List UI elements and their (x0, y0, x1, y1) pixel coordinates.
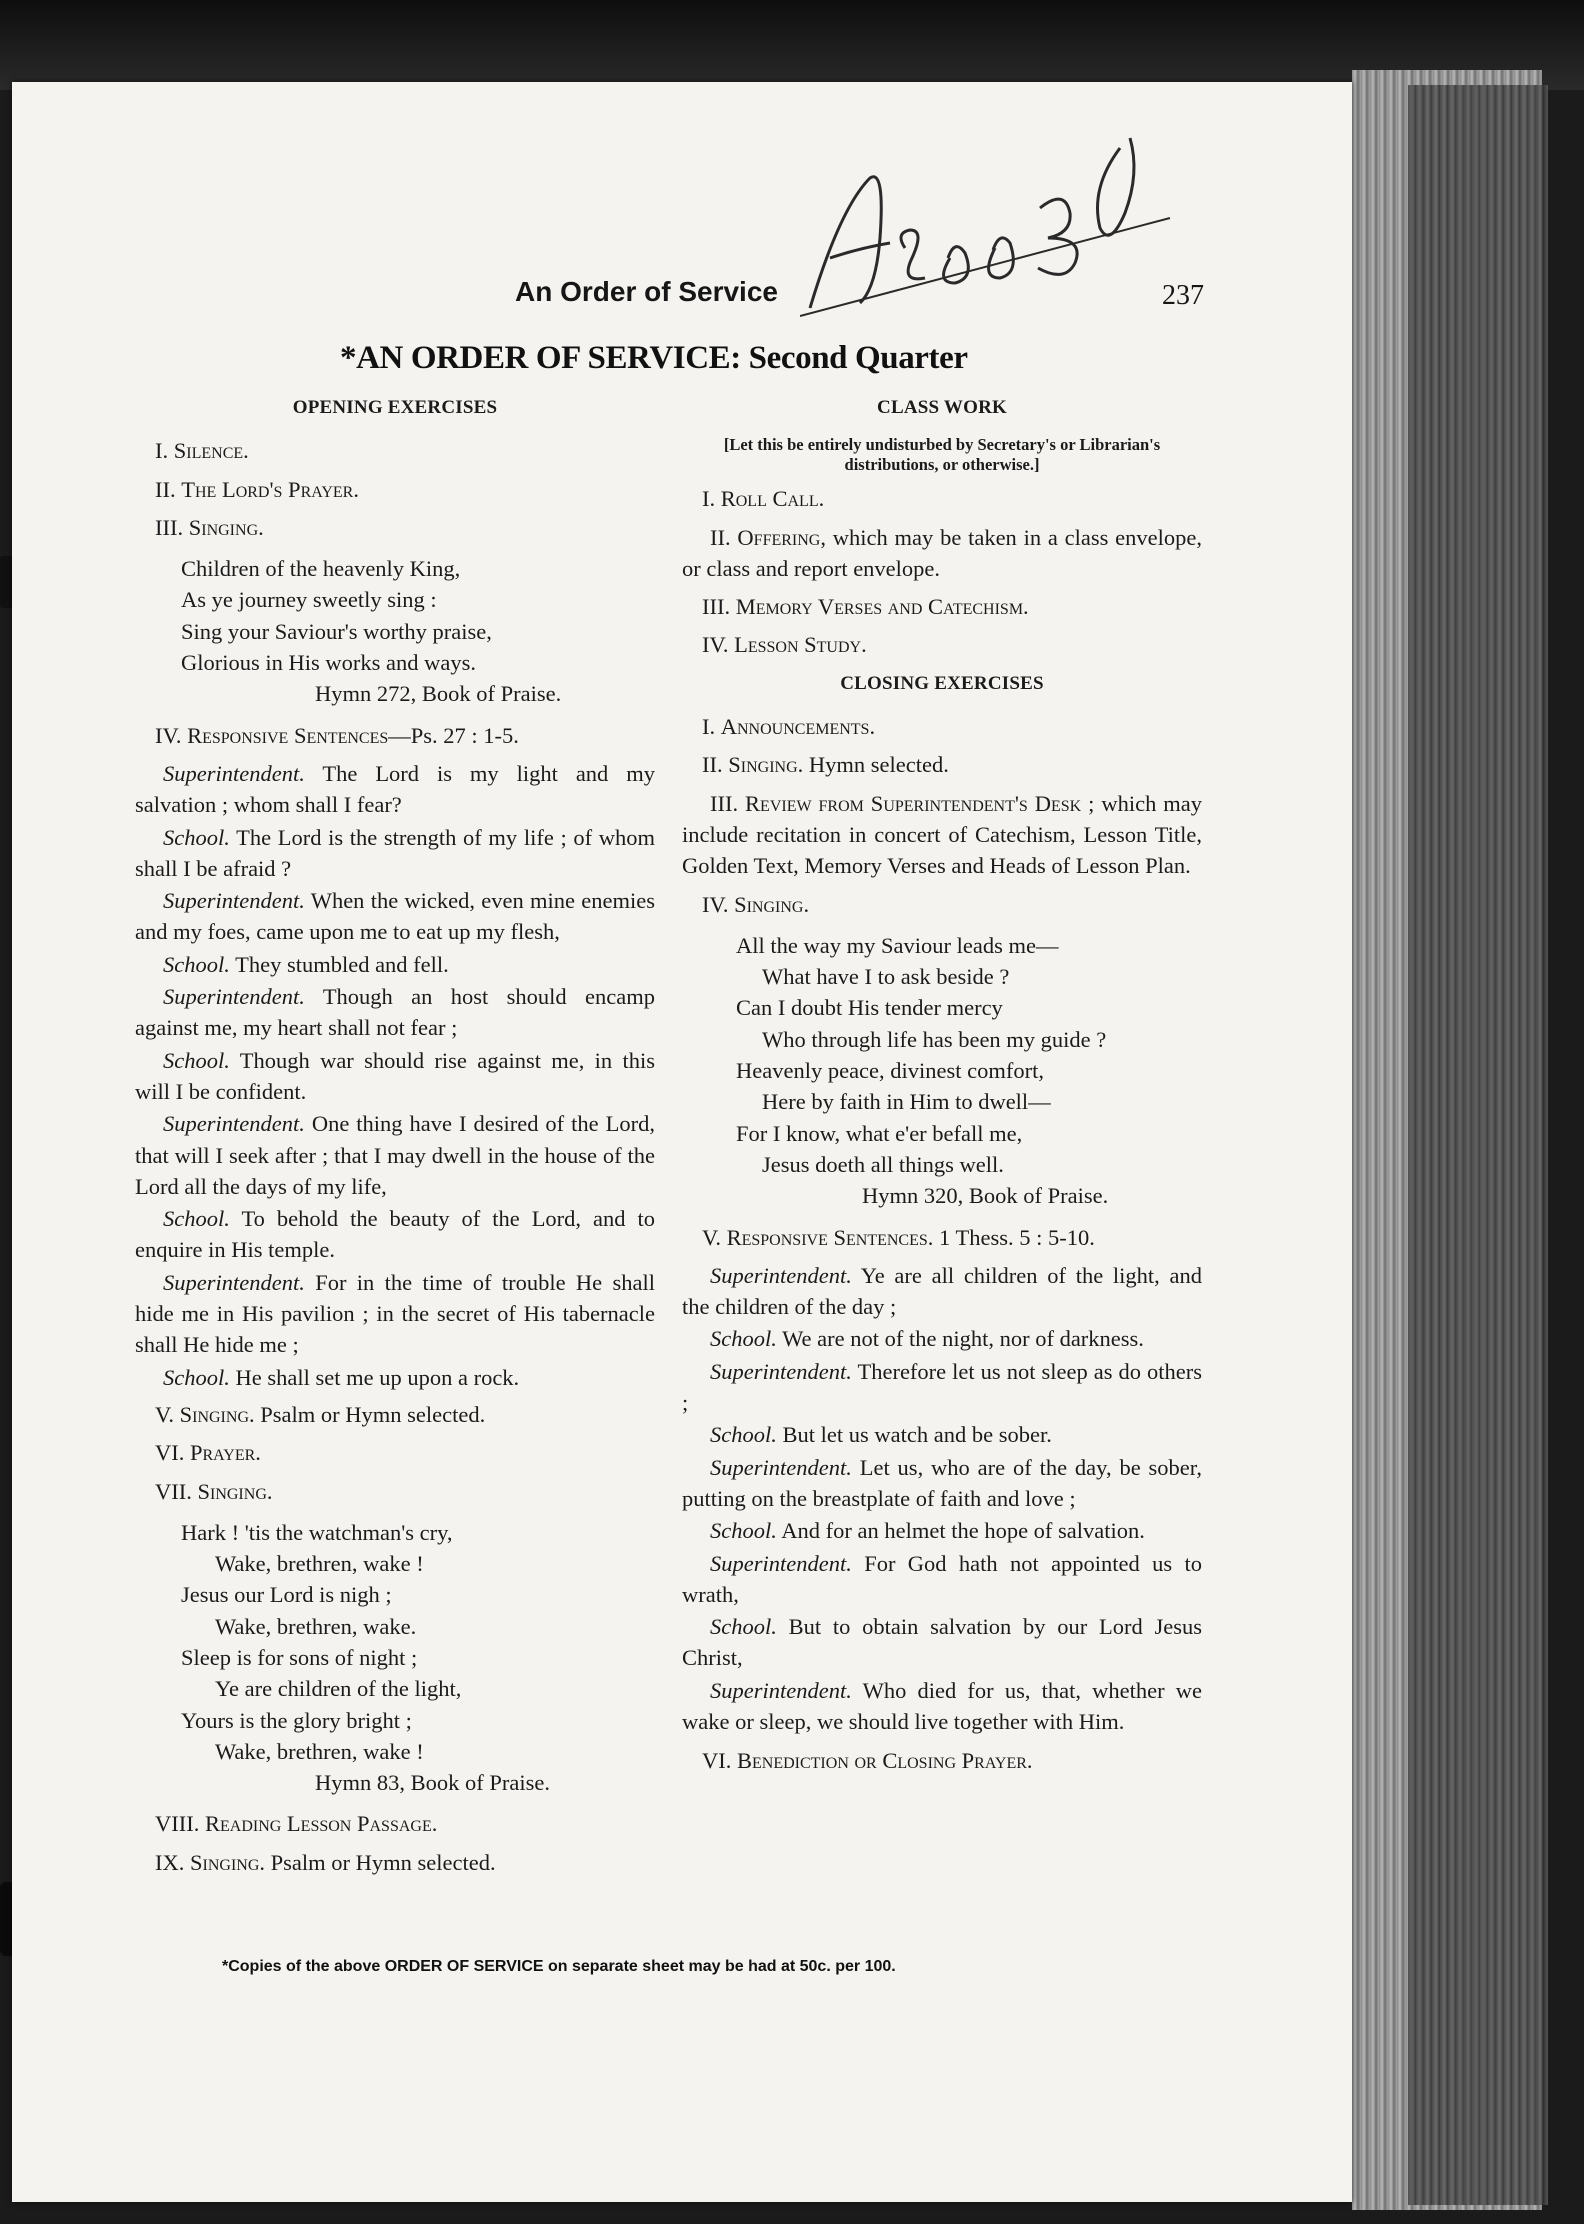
verse-line: Who through life has been my guide ? (762, 1026, 1107, 1052)
hymn-reference: Hymn 320, Book of Praise. (862, 1183, 1109, 1209)
responsive-sentence: School. To behold the beauty of the Lord, and to enquire in His temple. (135, 1206, 655, 1263)
verse-line: Jesus doeth all things well. (762, 1151, 1004, 1177)
responsive-sentence: School. But to obtain salvation by our Lord Jesus Christ, (682, 1614, 1202, 1671)
handwritten-annotation (800, 118, 1180, 318)
responsive-sentence: School. He shall set me up upon a rock. (163, 1364, 520, 1390)
verse-line: Sleep is for sons of night ; (181, 1644, 418, 1670)
section-heading: OPENING EXERCISES (292, 397, 498, 418)
list-item: VIII. Reading Lesson Passage. (155, 1811, 438, 1837)
responsive-sentence: Superintendent. Therefore let us not sleep as do others ; (682, 1358, 1202, 1416)
left-column (135, 388, 655, 1885)
responsive-sentence: Superintendent. For God hath not appointed us to wrath, (682, 1550, 1202, 1607)
verse-line: As ye journey sweetly sing : (181, 587, 437, 613)
page-title: *AN ORDER OF SERVICE: Second Quarter (340, 340, 968, 376)
verse-line: Wake, brethren, wake. (215, 1613, 417, 1639)
responsive-sentence: School. But let us watch and be sober. (710, 1422, 1052, 1448)
list-item: III. Review from Superintendent's Desk ; which may include recitation in concert of Catechism, Lesson Title, Golden Text, Memory Verses and Heads of Lesson Plan. (682, 790, 1202, 879)
responsive-sentence: Superintendent. The Lord is my light and my salvation ; whom shall I fear? (135, 760, 655, 818)
list-item: V. Singing. Psalm or Hymn selected. (155, 1401, 486, 1427)
verse-line: Children of the heavenly King, (181, 556, 461, 582)
section-heading: CLOSING EXERCISES (840, 672, 1044, 694)
responsive-sentence: School. We are not of the night, nor of darkness. (710, 1326, 1144, 1352)
verse-line: For I know, what e'er befall me, (736, 1120, 1023, 1146)
footer-note: *Copies of the above ORDER OF SERVICE on separate sheet may be had at 50c. per 100. (222, 1958, 896, 1975)
instruction-note: [Let this be entirely undisturbed by Secretary's or Librarian's distributions, or otherwise.] (723, 435, 1161, 475)
list-item: VI. Prayer. (155, 1440, 261, 1466)
verse-line: Hark ! 'tis the watchman's cry, (181, 1519, 453, 1545)
verse-line: Wake, brethren, wake ! (215, 1551, 424, 1577)
list-item: I. Roll Call. (702, 486, 825, 512)
right-column (682, 388, 1202, 1784)
list-item: II. Singing. Hymn selected. (702, 752, 949, 778)
verse-line: Can I doubt His tender mercy (736, 995, 1003, 1021)
book-cover-edge (1408, 85, 1548, 2205)
page-number: 237 (1162, 280, 1204, 311)
list-item: IV. Responsive Sentences—Ps. 27 : 1-5. (155, 722, 519, 748)
section-heading: CLASS WORK (877, 397, 1007, 418)
verse-line: Glorious in His works and ways. (181, 650, 476, 676)
responsive-sentence: Superintendent. One thing have I desired of the Lord, that will I seek after ; that I may dwell in the house of the Lord all the days of my life, (135, 1111, 655, 1199)
hymn-reference: Hymn 272, Book of Praise. (315, 681, 562, 707)
responsive-sentence: Superintendent. When the wicked, even mine enemies and my foes, came upon me to eat up my flesh, (135, 888, 655, 945)
list-item: IX. Singing. Psalm or Hymn selected. (155, 1849, 496, 1875)
list-item: I. Silence. (155, 438, 249, 464)
verse-line: Jesus our Lord is nigh ; (181, 1582, 392, 1608)
verse-line: All the way my Saviour leads me— (736, 932, 1059, 958)
verse-line: Ye are children of the light, (215, 1676, 462, 1702)
responsive-sentence: School. The Lord is the strength of my life ; of whom shall I be afraid ? (135, 824, 655, 881)
running-head: An Order of Service (515, 276, 778, 307)
list-item: V. Responsive Sentences. 1 Thess. 5 : 5-10. (702, 1224, 1095, 1250)
verse-line: Sing your Saviour's worthy praise, (181, 618, 492, 644)
list-item: II. The Lord's Prayer. (155, 476, 359, 502)
responsive-sentence: School. They stumbled and fell. (163, 951, 449, 977)
list-item: III. Memory Verses and Catechism. (702, 594, 1029, 620)
list-item: II. Offering, which may be taken in a class envelope, or class and report envelope. (682, 524, 1203, 581)
list-item: VII. Singing. (155, 1478, 273, 1504)
list-item: VI. Benediction or Closing Prayer. (702, 1748, 1033, 1774)
verse-line: Wake, brethren, wake ! (215, 1738, 424, 1764)
list-item: III. Singing. (155, 514, 264, 540)
responsive-sentence: Superintendent. Ye are all children of the light, and the children of the day ; (682, 1262, 1202, 1320)
list-item: I. Announcements. (702, 714, 876, 740)
hymn-verse (135, 553, 655, 709)
verse-line: Here by faith in Him to dwell— (762, 1089, 1051, 1115)
responsive-sentence: Superintendent. Who died for us, that, whether we wake or sleep, we should live together with Him. (682, 1677, 1202, 1734)
verse-line: Heavenly peace, divinest comfort, (736, 1058, 1045, 1084)
responsive-sentence: Superintendent. For in the time of trouble He shall hide me in His pavilion ; in the secret of His tabernacle shall He hide me ; (135, 1269, 655, 1358)
verse-line: What have I to ask beside ? (762, 964, 1010, 990)
list-item: IV. Singing. (702, 891, 810, 917)
responsive-sentence: School. And for an helmet the hope of salvation. (710, 1518, 1145, 1544)
scan-background (0, 0, 1584, 90)
hymn-reference: Hymn 83, Book of Praise. (315, 1770, 550, 1796)
responsive-sentence: Superintendent. Let us, who are of the day, be sober, putting on the breastplate of faith and love ; (682, 1454, 1202, 1511)
hymn-verse (682, 930, 1202, 1212)
responsive-sentence: Superintendent. Though an host should encamp against me, my heart shall not fear ; (135, 984, 655, 1041)
hymn-verse (135, 1517, 655, 1799)
verse-line: Yours is the glory bright ; (181, 1707, 412, 1733)
responsive-sentence: School. Though war should rise against me, in this will I be confident. (135, 1047, 655, 1104)
list-item: IV. Lesson Study. (702, 632, 867, 658)
